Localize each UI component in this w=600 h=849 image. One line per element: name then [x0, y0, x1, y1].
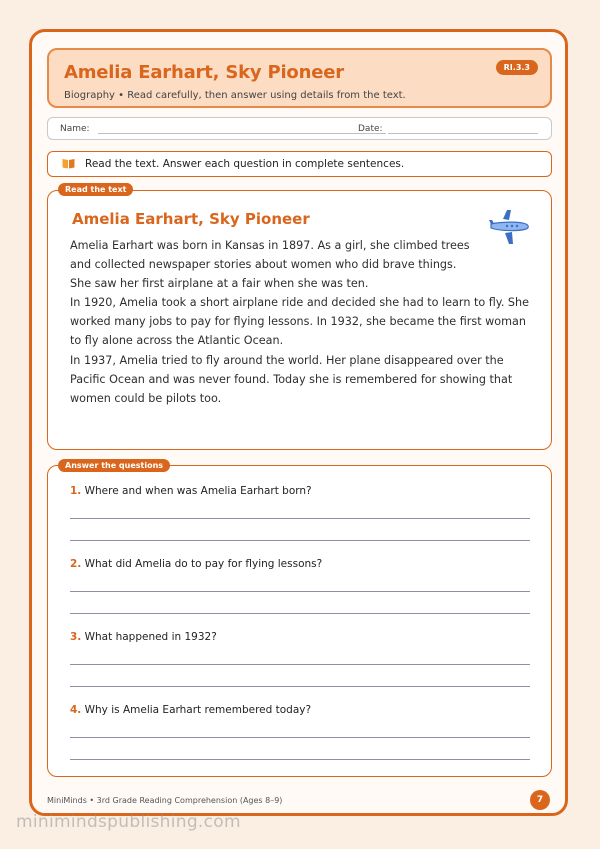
passage-paragraph-3: In 1937, Amelia tried to fly around the world. Her plane disappeared over the Pacific Ocean and was never found. Today she is remembered for showing that women could be pilots too. [70, 354, 513, 405]
question-3 [70, 631, 217, 643]
footer-text: MiniMinds • 3rd Grade Reading Comprehension (Ages 8–9) [47, 796, 283, 805]
name-date-box [47, 117, 552, 140]
instructions-text: Read the text. Answer each question in complete sentences. [85, 158, 405, 170]
worksheet-header [47, 48, 552, 108]
question-text: Where and when was Amelia Earhart born? [84, 485, 312, 497]
question-4 [70, 704, 311, 716]
passage-paragraph-2: In 1920, Amelia took a short airplane ride and decided she had to learn to fly. She worked many jobs to pay for flying lessons. In 1932, she became the first woman to fly alone across the Atlantic Ocean. [70, 296, 530, 347]
answer-line[interactable] [70, 613, 530, 614]
watermark: minimindspublishing.com [16, 812, 241, 832]
question-text: What did Amelia do to pay for flying lessons? [84, 558, 323, 570]
question-2 [70, 558, 322, 570]
answer-line[interactable] [70, 686, 530, 687]
page-number-badge: 7 [530, 790, 550, 810]
answer-line[interactable] [70, 540, 530, 541]
answer-line[interactable] [70, 759, 530, 760]
name-field[interactable] [98, 133, 386, 134]
question-number: 2. [70, 558, 82, 570]
instructions-box [47, 151, 552, 177]
answer-line[interactable] [70, 737, 530, 738]
question-text: What happened in 1932? [84, 631, 217, 643]
worksheet-subtitle: Biography • Read carefully, then answer using details from the text. [64, 90, 406, 101]
reading-tab: Read the text [58, 183, 133, 196]
answer-line[interactable] [70, 591, 530, 592]
airplane-icon [485, 207, 531, 247]
answer-line[interactable] [70, 664, 530, 665]
question-number: 3. [70, 631, 82, 643]
book-icon [62, 158, 75, 169]
questions-section [47, 465, 552, 777]
question-number: 1. [70, 485, 82, 497]
date-label: Date: [358, 124, 383, 134]
question-text: Why is Amelia Earhart remembered today? [84, 704, 312, 716]
question-1 [70, 485, 312, 497]
name-label: Name: [60, 124, 90, 134]
standard-badge: RI.3.3 [496, 60, 538, 75]
passage-paragraph-1: Amelia Earhart was born in Kansas in 1897. As a girl, she climbed trees and collected newspaper stories about women who did brave things. She saw her first airplane at a fair when she was ten. [70, 239, 470, 290]
date-field[interactable] [388, 133, 538, 134]
passage-title: Amelia Earhart, Sky Pioneer [72, 210, 310, 228]
questions-tab: Answer the questions [58, 459, 170, 472]
answer-line[interactable] [70, 518, 530, 519]
question-number: 4. [70, 704, 82, 716]
worksheet-title: Amelia Earhart, Sky Pioneer [64, 62, 344, 83]
